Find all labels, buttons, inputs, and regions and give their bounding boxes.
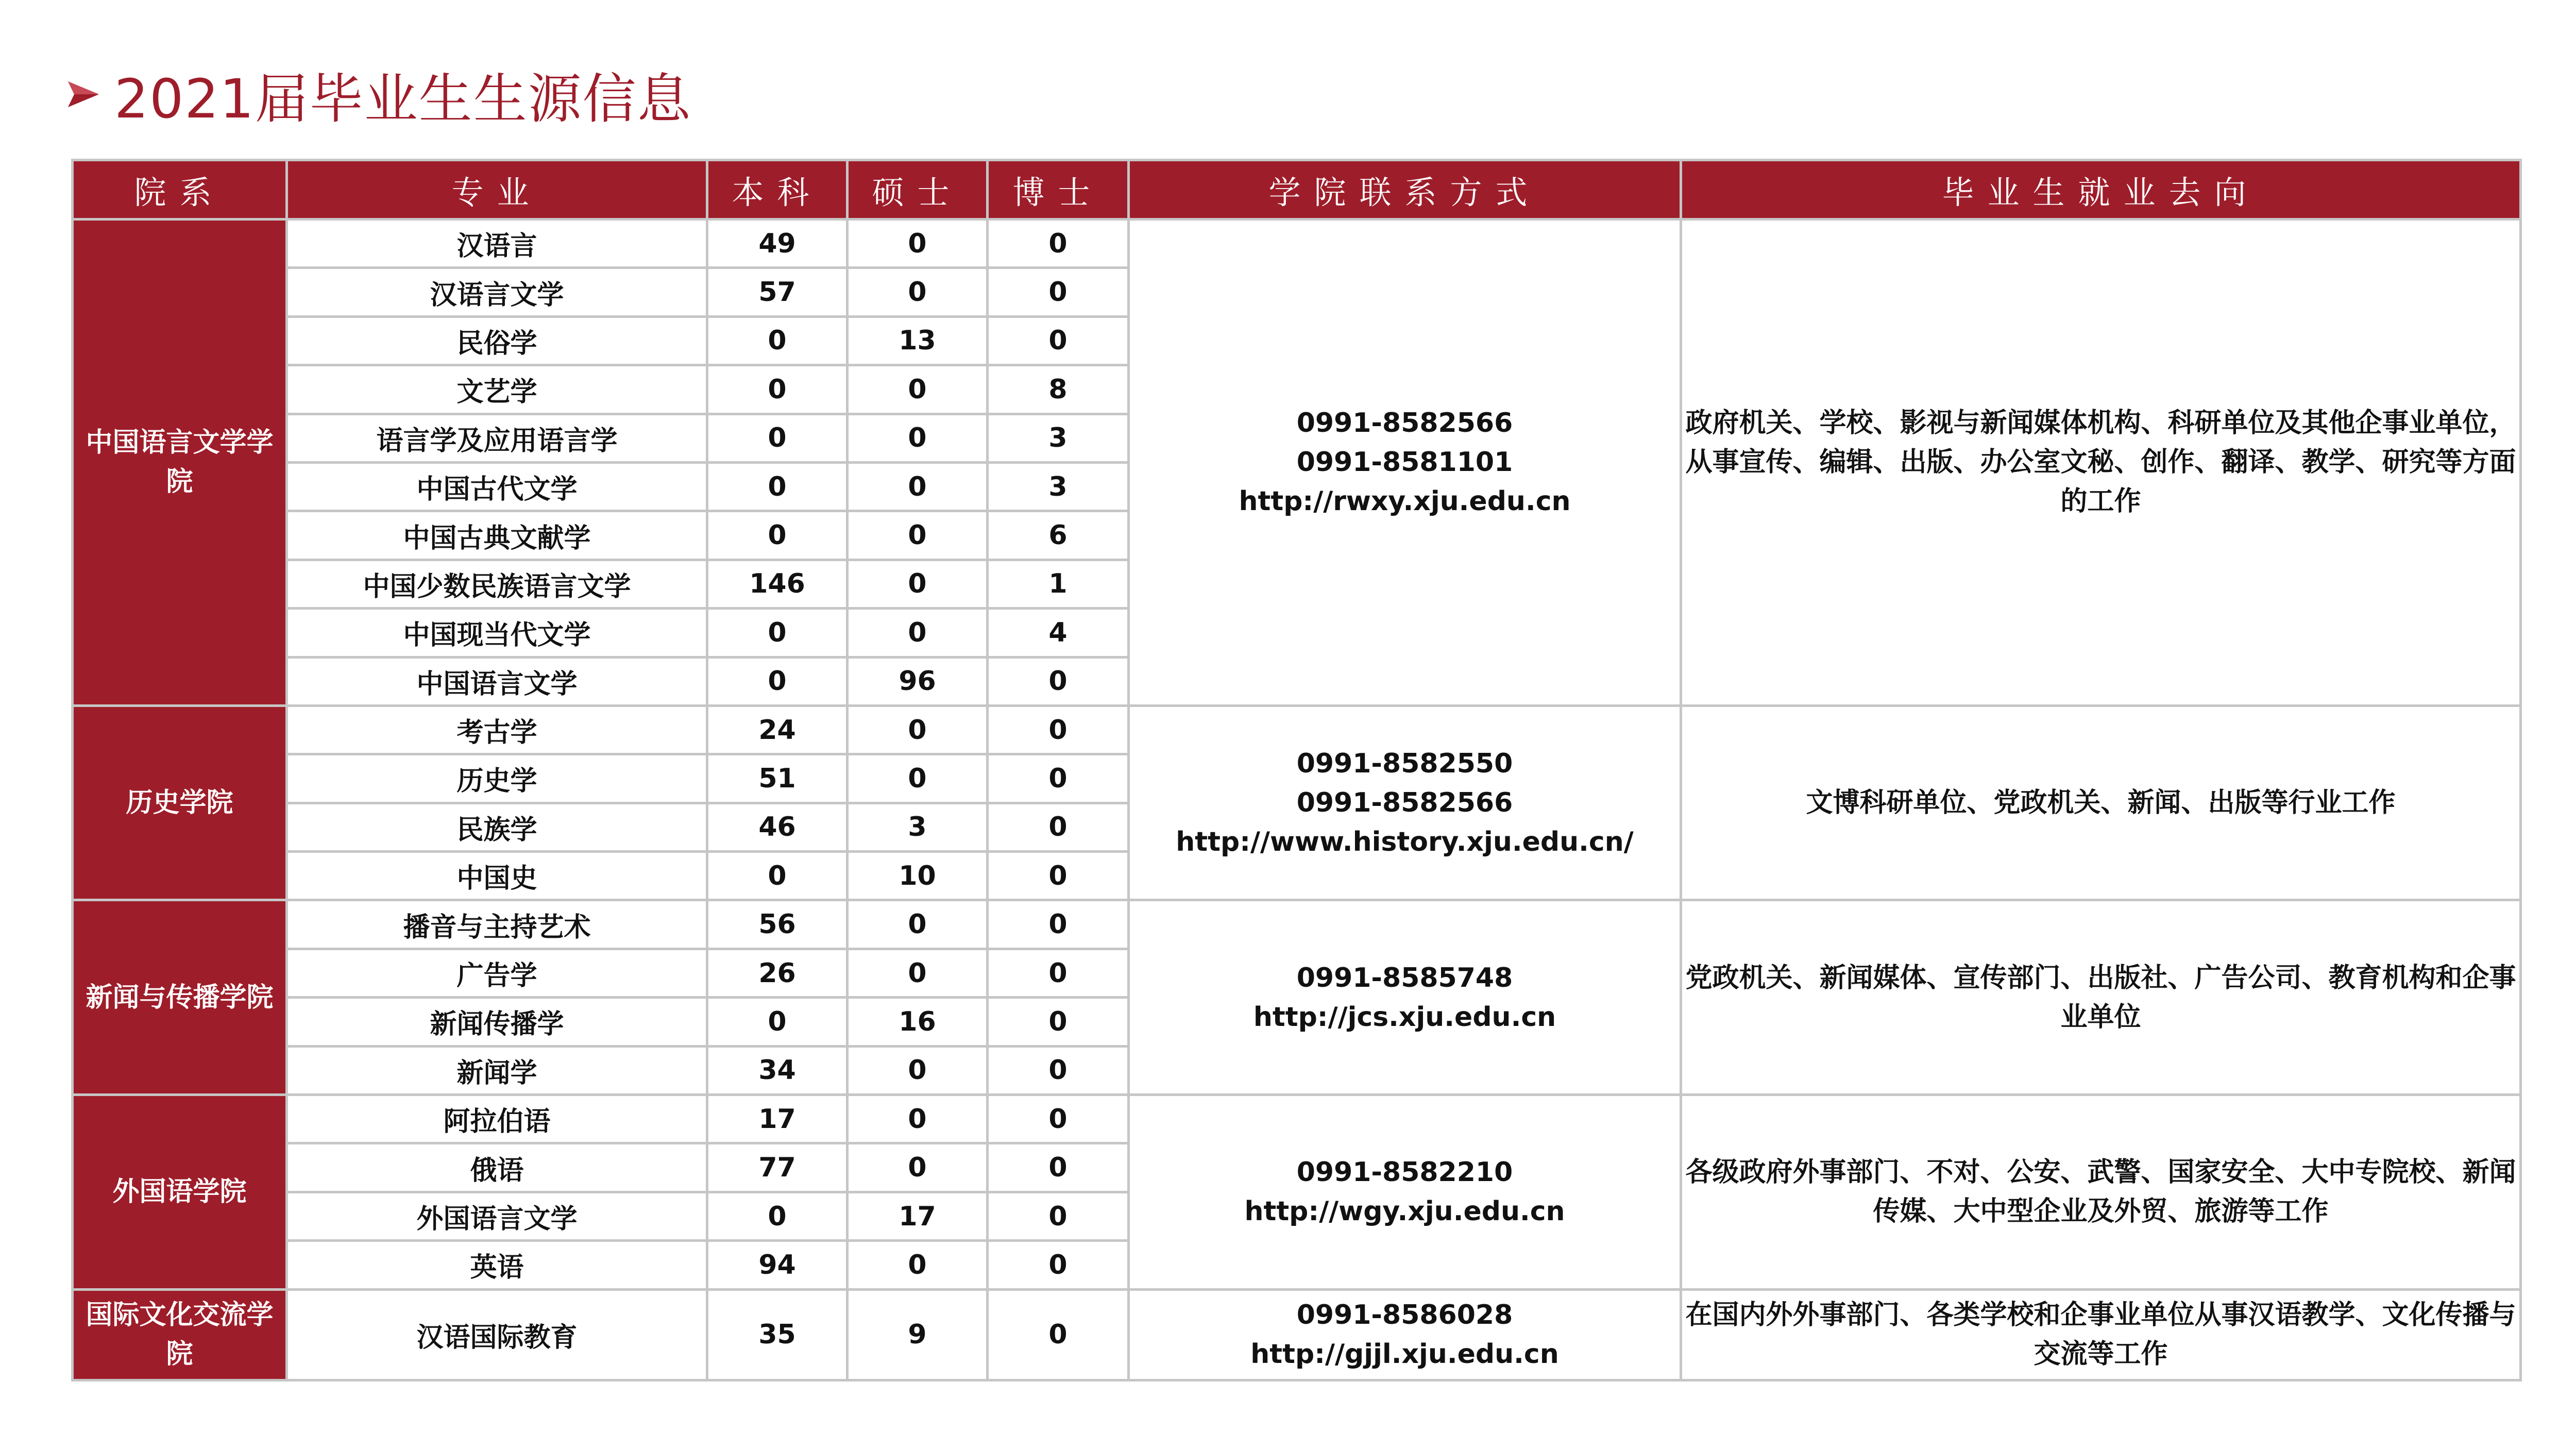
contact-website: http://jcs.xju.edu.cn	[1253, 1001, 1556, 1033]
major-name: 中国现当代文学	[287, 609, 707, 657]
doctor-count: 0	[988, 1046, 1129, 1094]
doctor-count: 0	[988, 998, 1129, 1046]
department-name: 历史学院	[73, 705, 287, 900]
major-name: 中国史	[287, 852, 707, 900]
contact-phone: 0991-8586028	[1296, 1300, 1513, 1331]
doctor-count: 8	[988, 365, 1129, 414]
department-name: 国际文化交流学院	[73, 1289, 287, 1380]
major-name: 文艺学	[287, 365, 707, 414]
doctor-count: 0	[988, 220, 1129, 268]
contact-phone: 0991-8582566	[1296, 408, 1513, 439]
doctor-count: 3	[988, 414, 1129, 462]
master-count: 0	[848, 900, 988, 949]
contact-phone: 0991-8582550	[1296, 748, 1513, 780]
doctor-count: 4	[988, 609, 1129, 657]
master-count: 9	[848, 1289, 988, 1380]
bachelor-count: 0	[707, 365, 848, 414]
department-contact	[1129, 220, 1681, 706]
master-count: 0	[848, 511, 988, 560]
doctor-count: 0	[988, 657, 1129, 705]
bachelor-count: 146	[707, 560, 848, 608]
page-title	[68, 66, 692, 130]
header-bachelor: 本科	[707, 160, 848, 220]
contact-phone: 0991-8581101	[1296, 447, 1513, 478]
triangle-bullet-icon	[68, 81, 99, 107]
table-header-row	[73, 160, 2521, 220]
bachelor-count: 0	[707, 316, 848, 365]
table-row	[73, 220, 2521, 268]
department-contact	[1129, 1289, 1681, 1380]
major-name: 俄语	[287, 1143, 707, 1192]
doctor-count: 3	[988, 462, 1129, 511]
doctor-count: 0	[988, 949, 1129, 997]
doctor-count: 0	[988, 803, 1129, 851]
bachelor-count: 51	[707, 754, 848, 803]
master-count: 0	[848, 754, 988, 803]
major-name: 历史学	[287, 754, 707, 803]
major-name: 中国少数民族语言文学	[287, 560, 707, 608]
department-name: 中国语言文学学院	[73, 220, 287, 706]
bachelor-count: 0	[707, 852, 848, 900]
doctor-count: 0	[988, 754, 1129, 803]
header-doctor: 博士	[988, 160, 1129, 220]
employment-destination: 政府机关、学校、影视与新闻媒体机构、科研单位及其他企事业单位，从事宣传、编辑、出版、办公室文秘、创作、翻译、教学、研究等方面的工作	[1681, 220, 2521, 706]
master-count: 0	[848, 1095, 988, 1143]
doctor-count: 0	[988, 852, 1129, 900]
bachelor-count: 24	[707, 705, 848, 754]
master-count: 0	[848, 705, 988, 754]
table-row	[73, 1289, 2521, 1380]
major-name: 新闻学	[287, 1046, 707, 1094]
master-count: 0	[848, 1241, 988, 1289]
employment-destination: 各级政府外事部门、不对、公安、武警、国家安全、大中专院校、新闻传媒、大中型企业及外贸、旅游等工作	[1681, 1095, 2521, 1290]
master-count: 0	[848, 414, 988, 462]
bachelor-count: 0	[707, 998, 848, 1046]
contact-website: http://rwxy.xju.edu.cn	[1239, 486, 1571, 517]
contact-website: http://www.history.xju.edu.cn/	[1176, 827, 1634, 858]
master-count: 17	[848, 1192, 988, 1240]
doctor-count: 0	[988, 268, 1129, 316]
bachelor-count: 0	[707, 609, 848, 657]
header-department: 院系	[73, 160, 287, 220]
major-name: 中国语言文学	[287, 657, 707, 705]
bachelor-count: 94	[707, 1241, 848, 1289]
doctor-count: 0	[988, 1241, 1129, 1289]
table-row	[73, 1095, 2521, 1143]
major-name: 汉语言	[287, 220, 707, 268]
bachelor-count: 49	[707, 220, 848, 268]
master-count: 13	[848, 316, 988, 365]
department-name: 新闻与传播学院	[73, 900, 287, 1095]
employment-destination: 文博科研单位、党政机关、新闻、出版等行业工作	[1681, 705, 2521, 900]
master-count: 96	[848, 657, 988, 705]
major-name: 汉语言文学	[287, 268, 707, 316]
bachelor-count: 26	[707, 949, 848, 997]
bachelor-count: 34	[707, 1046, 848, 1094]
major-name: 播音与主持艺术	[287, 900, 707, 949]
header-contact: 学院联系方式	[1129, 160, 1681, 220]
employment-destination: 在国内外外事部门、各类学校和企事业单位从事汉语教学、文化传播与交流等工作	[1681, 1289, 2521, 1380]
master-count: 3	[848, 803, 988, 851]
doctor-count: 0	[988, 1095, 1129, 1143]
doctor-count: 0	[988, 1289, 1129, 1380]
header-major: 专业	[287, 160, 707, 220]
department-contact	[1129, 1095, 1681, 1290]
employment-destination: 党政机关、新闻媒体、宣传部门、出版社、广告公司、教育机构和企事业单位	[1681, 900, 2521, 1095]
major-name: 民族学	[287, 803, 707, 851]
contact-website: http://gjjl.xju.edu.cn	[1250, 1339, 1559, 1370]
major-name: 汉语国际教育	[287, 1289, 707, 1380]
department-contact	[1129, 900, 1681, 1095]
bachelor-count: 35	[707, 1289, 848, 1380]
master-count: 0	[848, 609, 988, 657]
bachelor-count: 77	[707, 1143, 848, 1192]
master-count: 0	[848, 268, 988, 316]
major-name: 考古学	[287, 705, 707, 754]
contact-phone: 0991-8585748	[1296, 962, 1513, 993]
master-count: 0	[848, 365, 988, 414]
bachelor-count: 56	[707, 900, 848, 949]
doctor-count: 0	[988, 705, 1129, 754]
major-name: 语言学及应用语言学	[287, 414, 707, 462]
master-count: 16	[848, 998, 988, 1046]
doctor-count: 0	[988, 316, 1129, 365]
doctor-count: 1	[988, 560, 1129, 608]
major-name: 民俗学	[287, 316, 707, 365]
major-name: 英语	[287, 1241, 707, 1289]
doctor-count: 0	[988, 1192, 1129, 1240]
master-count: 0	[848, 560, 988, 608]
master-count: 0	[848, 220, 988, 268]
bachelor-count: 0	[707, 511, 848, 560]
doctor-count: 0	[988, 1143, 1129, 1192]
contact-phone: 0991-8582210	[1296, 1157, 1513, 1188]
major-name: 中国古典文献学	[287, 511, 707, 560]
master-count: 0	[848, 1143, 988, 1192]
contact-website: http://wgy.xju.edu.cn	[1244, 1196, 1565, 1227]
bachelor-count: 0	[707, 657, 848, 705]
bachelor-count: 0	[707, 414, 848, 462]
contact-phone: 0991-8582566	[1296, 787, 1513, 819]
bachelor-count: 17	[707, 1095, 848, 1143]
bachelor-count: 57	[707, 268, 848, 316]
bachelor-count: 0	[707, 462, 848, 511]
page-title-text: 2021届毕业生生源信息	[114, 68, 692, 130]
major-name: 中国古代文学	[287, 462, 707, 511]
header-destination: 毕业生就业去向	[1681, 160, 2521, 220]
bachelor-count: 0	[707, 1192, 848, 1240]
bachelor-count: 46	[707, 803, 848, 851]
major-name: 广告学	[287, 949, 707, 997]
department-name: 外国语学院	[73, 1095, 287, 1290]
header-master: 硕士	[848, 160, 988, 220]
master-count: 0	[848, 1046, 988, 1094]
table-row	[73, 705, 2521, 754]
master-count: 10	[848, 852, 988, 900]
table-row	[73, 900, 2521, 949]
major-name: 阿拉伯语	[287, 1095, 707, 1143]
major-name: 新闻传播学	[287, 998, 707, 1046]
doctor-count: 0	[988, 900, 1129, 949]
department-contact	[1129, 705, 1681, 900]
master-count: 0	[848, 462, 988, 511]
graduate-info-table	[71, 159, 2522, 1381]
major-name: 外国语言文学	[287, 1192, 707, 1240]
doctor-count: 6	[988, 511, 1129, 560]
master-count: 0	[848, 949, 988, 997]
